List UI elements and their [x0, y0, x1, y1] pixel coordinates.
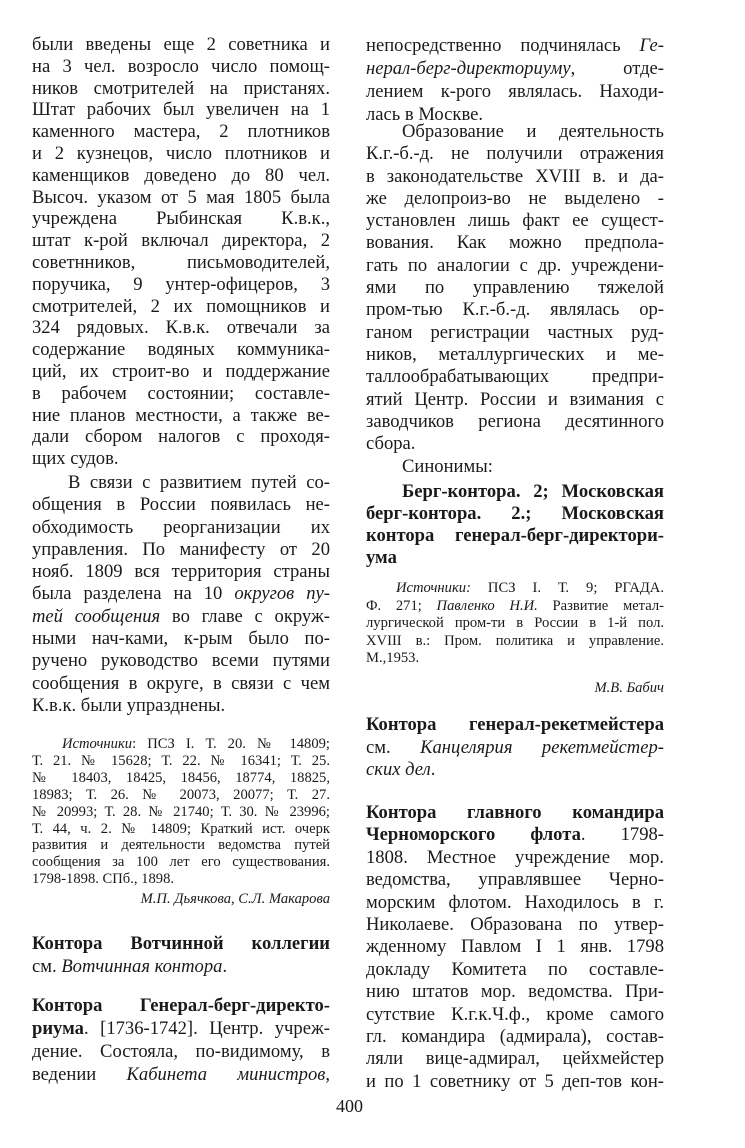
text-segment: дение. Состояла, по-видимому, в [32, 1041, 330, 1062]
text-line [32, 1017, 330, 1040]
text-line [32, 955, 330, 978]
text-segment: 1808. Местное учреждение мор. [366, 846, 664, 868]
text-line [32, 165, 330, 187]
text-line [32, 383, 330, 405]
text-segment: . [430, 759, 436, 780]
text-segment: Николаеве. Образована по утвер- [366, 914, 664, 936]
text-segment: Образование и деятельность [402, 121, 664, 142]
text-segment: , отде- [570, 58, 664, 79]
synonyms-list [366, 481, 664, 569]
entry-text-continuation [32, 34, 330, 470]
text-segment: лась в Москве. [366, 104, 484, 125]
text-segment: ведомства, управлявшее Черно- [366, 869, 664, 891]
author-signature [366, 680, 664, 697]
text-line [366, 481, 664, 503]
text-segment: советнников, письмоводителей, [32, 251, 330, 273]
text-line [32, 606, 330, 628]
text-segment: сообщения за 100 лет его существования. [32, 854, 330, 871]
text-segment: каменщиков доведено до 80 чел. [32, 164, 330, 186]
text-line [32, 339, 330, 361]
text-line [366, 580, 664, 598]
text-segment: Высоч. указом от 5 мая 1805 была [32, 186, 330, 208]
text-segment: 1798-1898. СПб., 1898. [32, 871, 175, 888]
italic-text: Источники: [396, 580, 471, 596]
text-segment: ятий Центр. России и взимания с [366, 388, 664, 410]
text-line [32, 891, 330, 908]
text-segment: XVIII в.: Пром. политика и управление. [366, 632, 664, 649]
text-segment: штат к-рой включал директора, 2 [32, 230, 330, 252]
bold-heading-text: ума [366, 547, 397, 568]
text-line [366, 503, 664, 525]
text-segment: Развитие метал- [537, 597, 664, 614]
italic-text: Павленко Н.И. [436, 597, 538, 614]
text-line [32, 736, 330, 753]
italic-text: Ге- [639, 35, 664, 56]
text-line [366, 80, 664, 103]
text-segment: жденному Павлом I 1 янв. 1798 [366, 936, 664, 958]
text-line [366, 914, 664, 936]
text-segment: см. [366, 736, 421, 758]
text-line [32, 274, 330, 296]
text-line [32, 121, 330, 143]
text-line [366, 456, 664, 478]
text-segment: щих судов. [32, 448, 119, 470]
text-segment: М.П. Дьячкова, С.Л. Макарова [140, 891, 330, 907]
text-line [366, 737, 664, 760]
text-line [32, 871, 330, 888]
text-line [32, 494, 330, 516]
text-line [366, 411, 664, 433]
text-segment: гать по аналогии с др. учреждени- [366, 254, 664, 276]
text-segment: : ПСЗ I. Т. 20. № 14809; [132, 736, 330, 752]
bold-heading-text: Контора Вотчинной коллегии [32, 933, 330, 954]
page-number: 400 [336, 1096, 363, 1116]
text-segment: № 20993; Т. 28. № 21740; Т. 30. № 23996; [32, 803, 330, 820]
text-segment: см. [32, 956, 62, 977]
text-segment: М.,1953. [366, 650, 420, 666]
text-line [32, 472, 330, 494]
text-segment: ников смотрителей на пристанях. [32, 77, 330, 99]
text-segment: лением к-рого являлась. Находи- [366, 81, 664, 102]
text-segment: поручика, 9 унтер-офицеров, 3 [32, 273, 330, 295]
text-segment: непосредственно подчинялась [366, 35, 640, 56]
text-line [366, 322, 664, 344]
text-line [32, 561, 330, 583]
text-line [32, 34, 330, 56]
text-line [32, 837, 330, 854]
text-line [366, 1071, 664, 1093]
text-line [366, 121, 664, 143]
text-line [32, 1040, 330, 1063]
text-segment: смотрителей, 2 их помощников и [32, 295, 330, 317]
text-line [366, 959, 664, 981]
text-line [32, 650, 330, 672]
italic-text: Источники [62, 736, 133, 752]
text-line [366, 232, 664, 254]
bold-heading-text: Берг-контора. 2; Московская [402, 481, 664, 502]
text-line [32, 99, 330, 121]
text-line [366, 802, 664, 824]
text-segment: ведении [32, 1064, 127, 1085]
text-segment: и по 1 советнику от 5 деп-тов кон- [366, 1070, 664, 1092]
text-segment: пром-тью К.г.-б.-д. являлась ор- [366, 299, 664, 321]
entry-votchinnoy-kollegii [32, 932, 330, 978]
italic-text: ских дел [366, 759, 431, 780]
bold-heading-text: берг-контора. 2.; Московская [366, 503, 664, 524]
text-segment: заводчиков региона десятинного [366, 410, 664, 432]
text-segment: ганом регистрации частных руд- [366, 321, 664, 343]
text-segment: вования. Как можно предпола- [366, 232, 664, 254]
text-line [32, 187, 330, 209]
text-line [32, 208, 330, 230]
text-line [366, 633, 664, 651]
text-line [366, 277, 664, 299]
text-segment: . [1736-1742]. Центр. учреж- [83, 1018, 330, 1039]
synonyms-label [366, 456, 664, 478]
text-segment: была разделена на 10 [32, 583, 235, 605]
text-segment: . [222, 956, 228, 977]
text-segment: гл. командира (адмирала), состав- [366, 1026, 664, 1048]
text-segment: обходимость реорганизации их [32, 516, 330, 538]
text-segment: К.г.-б.-д. не получили отражения [366, 143, 664, 165]
text-line [366, 824, 664, 846]
text-segment: нояб. 1809 вся территория страны [32, 561, 330, 583]
text-line [32, 296, 330, 318]
text-line [32, 517, 330, 539]
text-segment: ручено руководство всеми путями [32, 650, 330, 672]
text-line [32, 539, 330, 561]
bold-heading-text: Черноморского флота [366, 824, 581, 846]
text-line [366, 525, 664, 547]
text-line [366, 188, 664, 210]
italic-text: нерал-берг-директориуму [366, 58, 571, 79]
text-line [366, 1026, 664, 1048]
text-segment: развития и деятельности ведомства путей [32, 837, 330, 854]
text-line [32, 426, 330, 448]
text-line [366, 34, 664, 57]
text-line [366, 680, 664, 697]
text-line [32, 673, 330, 695]
text-line [32, 143, 330, 165]
text-line [32, 252, 330, 274]
text-line [32, 932, 330, 955]
text-line [366, 981, 664, 1003]
entry-paragraph [366, 121, 664, 455]
text-line [32, 628, 330, 650]
text-line [366, 869, 664, 891]
text-segment: К.в.к. были упразднены. [32, 694, 226, 716]
text-segment: Штат рабочих был увеличен на 1 [32, 99, 330, 121]
text-line [32, 317, 330, 339]
text-segment: сбора. [366, 433, 416, 455]
bold-heading-text: Контора генерал-рекетмейстера [366, 714, 664, 735]
text-segment: установлен лишь факт ее сущест- [366, 210, 664, 232]
text-line [32, 854, 330, 871]
text-line [366, 255, 664, 277]
text-segment: лургической пром-ти в России в 1-й пол. [366, 615, 664, 631]
text-line [366, 936, 664, 958]
text-segment: учреждена Рыбинская К.в.к., [32, 208, 330, 230]
text-line [366, 650, 664, 668]
text-segment: ние планов местности, а также ве- [32, 404, 330, 426]
text-line [366, 615, 664, 633]
text-line [32, 695, 330, 717]
text-segment: Т. 21. № 15628; Т. 22. № 16341; Т. 25. [32, 752, 330, 769]
text-segment: нию штатов мор. ведомства. При- [366, 981, 664, 1003]
text-segment: сообщения в округе, в связи с чем [32, 672, 330, 694]
text-segment: каменного мастера, 2 плотников [32, 121, 330, 143]
text-line [32, 787, 330, 804]
sources-note [366, 580, 664, 668]
italic-text: округов пу- [234, 583, 330, 605]
text-line [32, 583, 330, 605]
text-segment: в законодательстве XVIII в. и да- [366, 165, 664, 187]
text-segment: ными нач-ками, к-рым было по- [32, 628, 330, 650]
text-line [366, 299, 664, 321]
italic-text: тей сообщения [32, 605, 161, 627]
text-line [32, 230, 330, 252]
text-line [32, 753, 330, 770]
text-line [366, 366, 664, 388]
text-segment: Синонимы: [402, 456, 493, 477]
text-line [366, 847, 664, 869]
text-line [32, 770, 330, 787]
text-segment: управления. По манифесту от 20 [32, 538, 330, 560]
text-line [366, 57, 664, 80]
text-line [32, 994, 330, 1017]
entry-glavnogo-komandira [366, 802, 664, 1093]
text-segment: общения в России появилась не- [32, 494, 330, 516]
text-segment: ников, металлургических и ме- [366, 343, 664, 365]
text-segment: были введены еще 2 советника и [32, 34, 330, 55]
text-segment: дали сбором налогов с проходя- [32, 426, 330, 448]
italic-text: Кабинета министров [126, 1064, 326, 1085]
text-segment: во главе с окруж- [160, 605, 330, 627]
text-line [32, 56, 330, 78]
text-segment: В связи с развитием путей со- [68, 472, 330, 493]
text-line [366, 389, 664, 411]
text-line [366, 433, 664, 455]
text-segment: ций, их строит-во и поддержание [32, 360, 330, 382]
text-line [32, 448, 330, 470]
bold-heading-text: Контора главного командира [366, 802, 664, 823]
text-segment: ями по управлению тяжелой [366, 277, 664, 299]
text-line [32, 361, 330, 383]
text-line [32, 1063, 330, 1086]
text-segment: таллообрабатывающих предпри- [366, 366, 664, 388]
text-segment: ПСЗ I. Т. 9; РГАДА. [470, 580, 664, 596]
entry-general-reketmeistera [366, 714, 664, 782]
text-line [366, 344, 664, 366]
text-line [32, 405, 330, 427]
entry-paragraph [32, 472, 330, 717]
text-line [366, 210, 664, 232]
text-segment: . 1798- [580, 824, 664, 846]
italic-text: Канцелярия рекетмейстер- [420, 736, 664, 758]
text-segment: сутствие К.г.к.Ч.ф., кроме самого [366, 1003, 664, 1025]
text-segment: , [325, 1064, 330, 1085]
sources-note [32, 736, 330, 888]
text-line [32, 821, 330, 838]
entry-text-continuation [366, 34, 664, 126]
text-segment: морским флотом. Находилось в г. [366, 891, 664, 913]
text-segment: 18983; Т. 26. № 20073, 20077; Т. 27. [32, 786, 330, 803]
text-line [366, 598, 664, 616]
bold-heading-text: Контора Генерал-берг-директо- [32, 995, 330, 1016]
text-segment: М.В. Бабич [594, 680, 664, 696]
text-line [32, 804, 330, 821]
text-line [32, 78, 330, 100]
text-line [366, 892, 664, 914]
text-segment: в рабочем состоянии; составле- [32, 382, 330, 404]
text-line [366, 143, 664, 165]
text-segment: на 3 чел. возросло число помощ- [32, 55, 330, 77]
text-segment: докладу Комитета по составле- [366, 958, 664, 980]
text-line [366, 759, 664, 782]
text-segment: ляли вице-адмирал, цейхмейстер [366, 1048, 664, 1070]
text-line [366, 166, 664, 188]
author-signature [32, 891, 330, 908]
italic-text: Вотчинная контора [61, 956, 223, 977]
text-segment: № 18403, 18425, 18456, 18774, 18825, [32, 769, 330, 786]
text-line [366, 547, 664, 569]
text-line [366, 1048, 664, 1070]
text-segment: Т. 44, ч. 2. № 14809; Краткий ист. очерк [32, 820, 330, 837]
bold-heading-text: контора генерал-берг-директори- [366, 525, 664, 546]
text-segment: и 2 кузнецов, число плотников и [32, 142, 330, 164]
text-line [366, 1004, 664, 1026]
entry-general-berg-direktoriuma [32, 994, 330, 1086]
text-segment: же делопроиз-во не выделено - [366, 187, 664, 209]
bold-heading-text: риума [32, 1018, 84, 1039]
text-segment: содержание водяных коммуника- [32, 339, 330, 361]
text-segment: Ф. 271; [366, 597, 437, 614]
text-line [366, 714, 664, 737]
text-segment: 324 рядовых. К.в.к. отвечали за [32, 317, 330, 339]
